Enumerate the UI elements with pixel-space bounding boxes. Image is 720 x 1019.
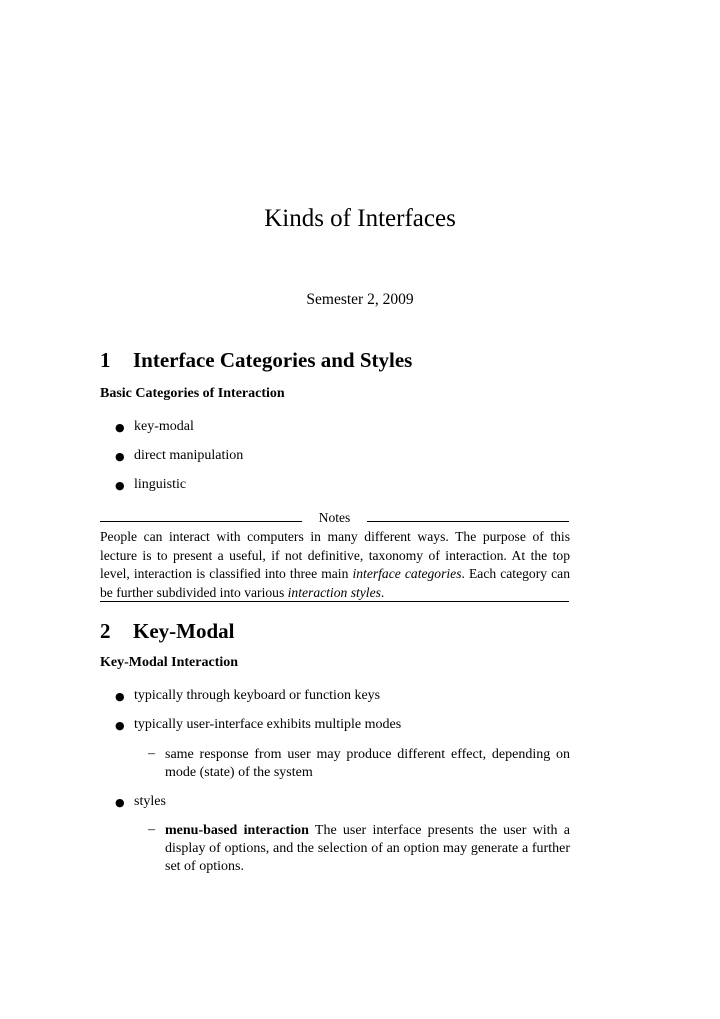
list-item: typically user-interface exhibits multiple modes bbox=[134, 717, 402, 732]
list-item: linguistic bbox=[134, 477, 187, 492]
bullet-marker: ● bbox=[115, 421, 125, 434]
list-item: direct manipulation bbox=[134, 448, 244, 463]
notes-text: People can interact with computers in many different ways. The purpose of this lecture is to present a useful, if not definitive, taxonomy of interaction. At the top level, interaction is classified into three main bbox=[100, 529, 570, 581]
section-2-subheading: Key-Modal Interaction bbox=[100, 655, 239, 670]
document-date: Semester 2, 2009 bbox=[306, 291, 414, 308]
notes-divider-left bbox=[100, 521, 302, 522]
section-2-number: 2 bbox=[100, 619, 111, 643]
section-1-heading bbox=[100, 348, 412, 373]
list-item: key-modal bbox=[134, 419, 194, 434]
notes-divider-right bbox=[367, 521, 569, 522]
bullet-marker: ● bbox=[115, 796, 125, 809]
bullet-marker: ● bbox=[115, 450, 125, 463]
notes-emphasis: interface categories bbox=[352, 566, 462, 581]
section-1-subheading: Basic Categories of Interaction bbox=[100, 386, 285, 401]
sub-list-item: same response from user may produce different effect, depending on mode (state) of the system bbox=[165, 747, 570, 780]
section-2-title: Key-Modal bbox=[133, 619, 235, 643]
list-item: typically through keyboard or function keys bbox=[134, 688, 381, 703]
document-title: Kinds of Interfaces bbox=[264, 205, 456, 232]
bullet-marker: ● bbox=[115, 479, 125, 492]
notes-body bbox=[100, 528, 570, 602]
term-description: The user interface presents the user with a display of options, and the selection of an option may generate a further set of options. bbox=[165, 823, 570, 874]
notes-divider-bottom bbox=[100, 601, 569, 602]
dash-marker: – bbox=[148, 822, 155, 837]
notes-label: Notes bbox=[318, 510, 351, 525]
sub-list-item bbox=[165, 822, 570, 876]
list-item: styles bbox=[134, 794, 166, 809]
notes-text: . bbox=[380, 584, 385, 600]
section-1-number: 1 bbox=[100, 348, 111, 372]
notes-text: . Each category can be further subdivided into various bbox=[100, 566, 570, 600]
bullet-marker: ● bbox=[115, 690, 125, 703]
dash-marker: – bbox=[148, 746, 155, 761]
section-2-heading bbox=[100, 619, 234, 644]
section-1-title: Interface Categories and Styles bbox=[133, 348, 413, 372]
notes-emphasis: interaction styles bbox=[287, 584, 381, 600]
term-label: menu-based interaction bbox=[165, 823, 309, 838]
bullet-marker: ● bbox=[115, 719, 125, 732]
